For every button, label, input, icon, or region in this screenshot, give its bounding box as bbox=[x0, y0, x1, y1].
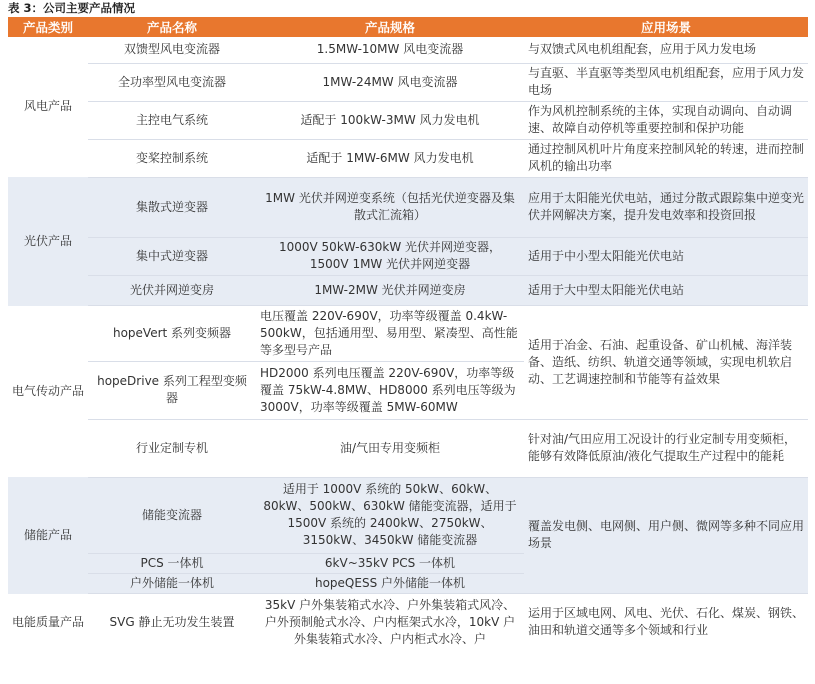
product-name-cell: 储能变流器 bbox=[88, 477, 256, 553]
table-row bbox=[8, 63, 808, 101]
product-spec-cell: 1000V 50kW-630kW 光伏并网逆变器，1500V 1MW 光伏并网逆变器 bbox=[256, 237, 524, 275]
category-cell: 光伏产品 bbox=[8, 177, 88, 305]
product-spec-cell: 电压覆盖 220V-690V，功率等级覆盖 0.4kW-500kW，包括通用型、易用型、紧凑型、高性能等多型号产品 bbox=[256, 305, 524, 361]
scenario-cell: 通过控制风机叶片角度来控制风轮的转速，进而控制风机的输出功率 bbox=[524, 139, 808, 177]
product-spec-cell: 1MW 光伏并网逆变系统（包括光伏逆变器及集散式汇流箱） bbox=[256, 177, 524, 237]
product-spec-cell: 1MW-24MW 风电变流器 bbox=[256, 63, 524, 101]
header-row bbox=[8, 17, 808, 37]
scenario-cell: 适用于中小型太阳能光伏电站 bbox=[524, 237, 808, 275]
product-spec-cell: 35kV 户外集装箱式水冷、户外集装箱式风冷、户外预制舱式水冷、户内框架式水冷，10kV 户外集装箱式水冷、户内柜式水冷、户 bbox=[256, 593, 524, 651]
product-name-cell: 光伏并网逆变房 bbox=[88, 275, 256, 305]
product-spec-cell: 6kV~35kV PCS 一体机 bbox=[256, 553, 524, 573]
product-name-cell: 全功率型风电变流器 bbox=[88, 63, 256, 101]
table-row bbox=[8, 477, 808, 553]
product-name-cell: 双馈型风电变流器 bbox=[88, 37, 256, 63]
product-name-cell: 主控电气系统 bbox=[88, 101, 256, 139]
header-name: 产品名称 bbox=[88, 17, 256, 37]
table-row bbox=[8, 305, 808, 361]
table-row bbox=[8, 275, 808, 305]
product-name-cell: SVG 静止无功发生装置 bbox=[88, 593, 256, 651]
product-name-cell: 行业定制专机 bbox=[88, 419, 256, 477]
scenario-cell: 运用于区域电网、风电、光伏、石化、煤炭、钢铁、油田和轨道交通等多个领域和行业 bbox=[524, 593, 808, 651]
table-row bbox=[8, 419, 808, 477]
scenario-cell: 适用于冶金、石油、起重设备、矿山机械、海洋装备、造纸、纺织、轨道交通等领域，实现电机软启动、工艺调速控制和节能等有益效果 bbox=[524, 305, 808, 419]
product-name-cell: 集中式逆变器 bbox=[88, 237, 256, 275]
scenario-cell: 覆盖发电侧、电网侧、用户侧、微网等多种不同应用场景 bbox=[524, 477, 808, 593]
product-spec-cell: 适配于 100kW-3MW 风力发电机 bbox=[256, 101, 524, 139]
product-name-cell: 变桨控制系统 bbox=[88, 139, 256, 177]
category-cell: 电能质量产品 bbox=[8, 593, 88, 651]
table-row bbox=[8, 177, 808, 237]
scenario-cell: 针对油/气田应用工况设计的行业定制专用变频柜，能够有效降低原油/液化气提取生产过程中的能耗 bbox=[524, 419, 808, 477]
category-cell: 储能产品 bbox=[8, 477, 88, 593]
table-row bbox=[8, 101, 808, 139]
product-spec-cell: 1MW-2MW 光伏并网逆变房 bbox=[256, 275, 524, 305]
table-row bbox=[8, 593, 808, 651]
product-spec-cell: 1.5MW-10MW 风电变流器 bbox=[256, 37, 524, 63]
category-cell: 风电产品 bbox=[8, 37, 88, 177]
header-category: 产品类别 bbox=[8, 17, 88, 37]
scenario-cell: 应用于太阳能光伏电站，通过分散式跟踪集中逆变光伏并网解决方案，提升发电效率和投资回报 bbox=[524, 177, 808, 237]
product-name-cell: 户外储能一体机 bbox=[88, 573, 256, 593]
product-table bbox=[8, 17, 808, 651]
scenario-cell: 作为风机控制系统的主体，实现自动调向、自动调速、故障自动停机等重要控制和保护功能 bbox=[524, 101, 808, 139]
product-spec-cell: 适配于 1MW-6MW 风力发电机 bbox=[256, 139, 524, 177]
table-row bbox=[8, 237, 808, 275]
scenario-cell: 与直驱、半直驱等类型风电机组配套，应用于风力发电场 bbox=[524, 63, 808, 101]
table-row bbox=[8, 139, 808, 177]
product-name-cell: 集散式逆变器 bbox=[88, 177, 256, 237]
product-spec-cell: 适用于 1000V 系统的 50kW、60kW、80kW、500kW、630kW 储能变流器，适用于 1500V 系统的 2400kW、2750kW、3150kW、3450kW 储能变流器 bbox=[256, 477, 524, 553]
scenario-cell: 适用于大中型太阳能光伏电站 bbox=[524, 275, 808, 305]
header-spec: 产品规格 bbox=[256, 17, 524, 37]
product-spec-cell: hopeQESS 户外储能一体机 bbox=[256, 573, 524, 593]
table-row bbox=[8, 37, 808, 63]
product-spec-cell: HD2000 系列电压覆盖 220V-690V，功率等级覆盖 75kW-4.8MW、HD8000 系列电压等级为 3000V，功率等级覆盖 5MW-60MW bbox=[256, 361, 524, 419]
category-cell: 电气传动产品 bbox=[8, 305, 88, 477]
product-name-cell: hopeDrive 系列工程型变频器 bbox=[88, 361, 256, 419]
product-name-cell: PCS 一体机 bbox=[88, 553, 256, 573]
table-caption: 表 3：公司主要产品情况 bbox=[8, 1, 136, 15]
product-spec-cell: 油/气田专用变频柜 bbox=[256, 419, 524, 477]
header-scenario: 应用场景 bbox=[524, 17, 808, 37]
product-name-cell: hopeVert 系列变频器 bbox=[88, 305, 256, 361]
scenario-cell: 与双馈式风电机组配套，应用于风力发电场 bbox=[524, 37, 808, 63]
